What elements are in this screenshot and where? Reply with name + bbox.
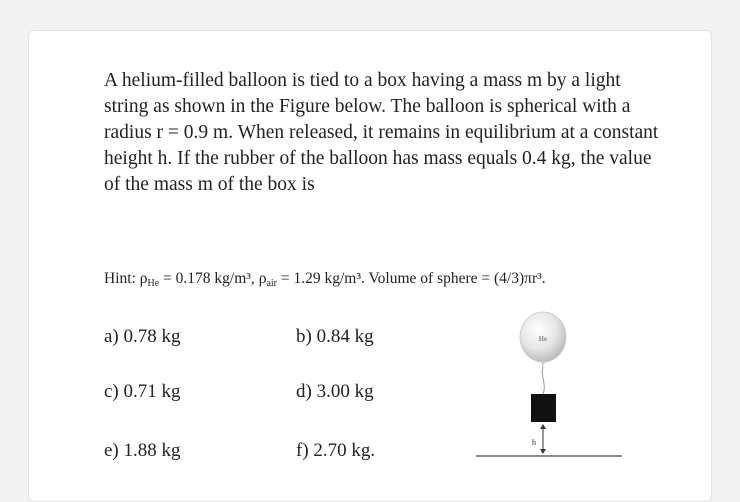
rho-he-symbol: ρ xyxy=(139,270,148,287)
height-arrow-up xyxy=(540,424,546,429)
height-arrow-down xyxy=(540,449,546,454)
rho-he-value: = 0.178 kg/m³, xyxy=(159,270,259,287)
rho-he-subscript: He xyxy=(147,278,160,289)
option-b[interactable]: b) 0.84 kg xyxy=(296,326,374,347)
rho-air-symbol: ρ xyxy=(258,270,267,287)
option-d[interactable]: d) 3.00 kg xyxy=(296,381,374,402)
rho-air-subscript: air xyxy=(266,278,277,289)
option-c[interactable]: c) 0.71 kg xyxy=(104,381,181,402)
balloon-figure xyxy=(470,300,630,470)
balloon-diagram xyxy=(470,300,630,470)
hint-line xyxy=(104,270,546,289)
balloon-knot xyxy=(540,361,546,366)
rho-air-value: = 1.29 kg/m³. Volume of sphere = (4/3)πr³. xyxy=(276,270,546,287)
option-a[interactable]: a) 0.78 kg xyxy=(104,326,181,347)
option-f[interactable]: f) 2.70 kg. xyxy=(296,440,376,461)
option-e[interactable]: e) 1.88 kg xyxy=(104,440,181,461)
question-text: A helium-filled balloon is tied to a box having a mass m by a light string as shown in the Figure below. The balloon is spherical with a radius r = 0.9 m. When released, it remains in equilibrium at a constant height h. If the rubber of the balloon has mass equals 0.4 kg, the value of the mass m of the box is xyxy=(104,70,659,195)
hint-prefix: Hint: xyxy=(104,270,140,287)
balloon-he-label: He xyxy=(538,335,548,343)
balloon-string xyxy=(542,366,544,394)
height-h-label: h xyxy=(532,438,536,447)
box-mass xyxy=(531,394,556,422)
